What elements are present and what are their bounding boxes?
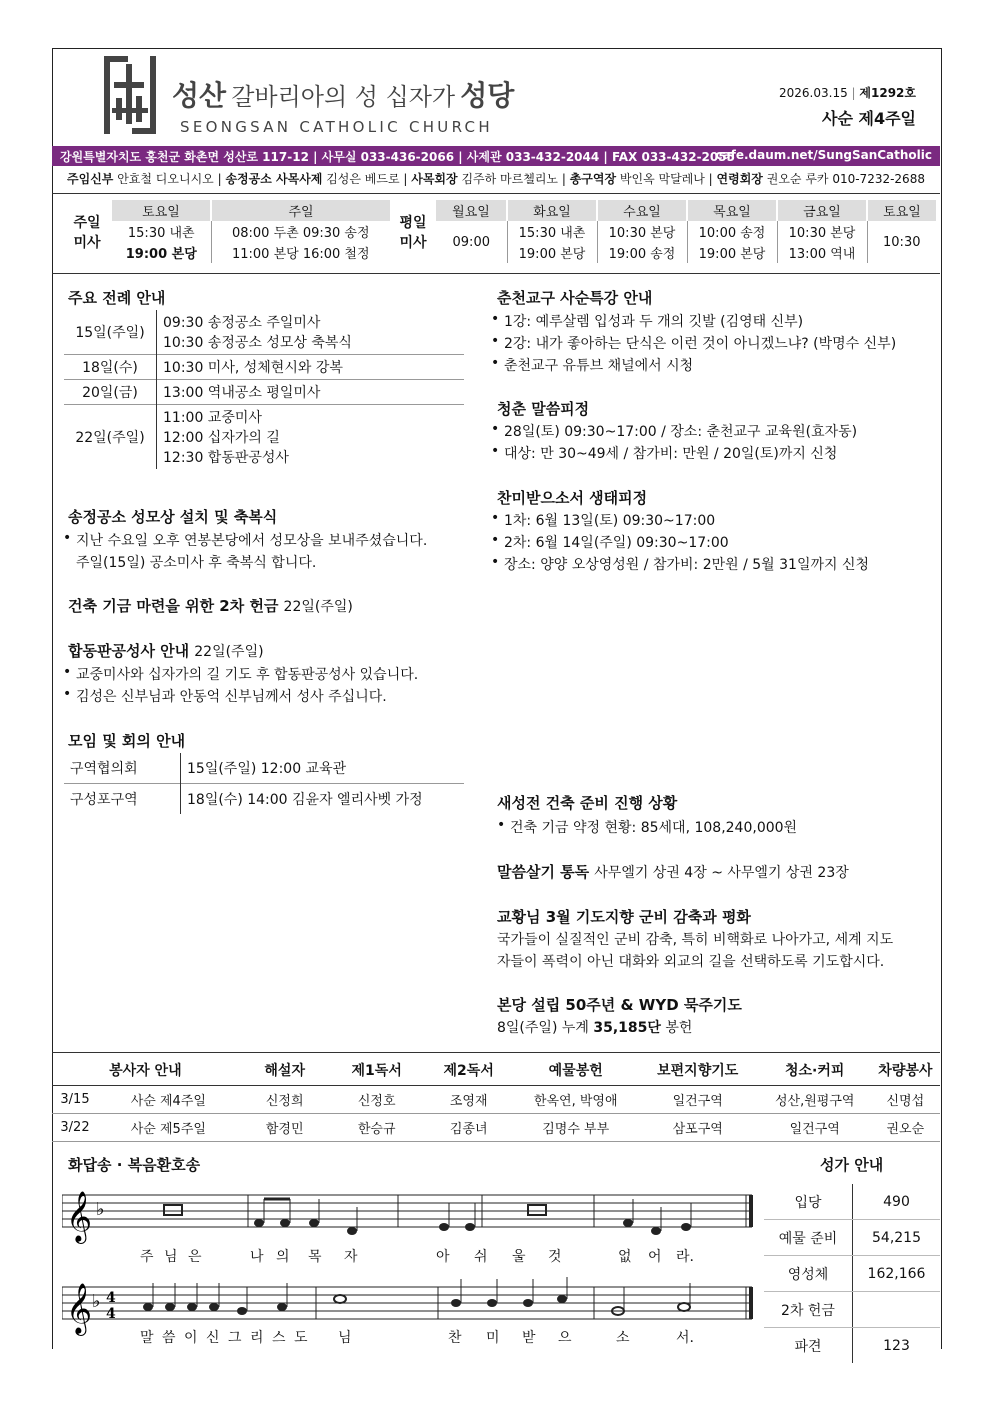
collection-title: 건축 기금 마련을 위한 2차 헌금 <box>68 597 279 615</box>
pope-intention-line1: 국가들이 실질적인 군비 감축, 특히 비핵화로 나아가고, 세계 지도 <box>497 932 894 948</box>
psalm-lyric: 신 <box>206 1330 220 1346</box>
weekday-mass-table <box>436 200 936 263</box>
lent-lecture-item: • 춘천교구 유튜브 채널에서 시청 <box>504 355 693 375</box>
hymns-title: 성가 안내 <box>820 1156 884 1174</box>
psalm-lyric: 의 <box>276 1249 290 1265</box>
pope-intention-header <box>497 906 751 927</box>
liturgy-item: 10:30 미사, 성체현시와 강복 <box>163 360 343 376</box>
psalm-lyric: 찬 <box>448 1330 462 1346</box>
rosary-suffix: 봉헌 <box>665 1020 693 1036</box>
psalm-lyric: 리 <box>250 1330 264 1346</box>
bible-reading <box>497 861 849 882</box>
liturgy-item: 11:00 교중미사 <box>163 410 262 426</box>
psalm-title: 화답송 · 복음환호송 <box>68 1156 201 1174</box>
mass-time: 10:00 송정 <box>687 221 777 242</box>
hymn-label: 파견 <box>764 1328 853 1364</box>
pope-intention-subject: 군비 감축과 평화 <box>639 908 751 926</box>
rosary-prefix: 8일(주일) 누계 <box>497 1020 589 1036</box>
psalm-lyric: 말 <box>140 1330 154 1346</box>
psalm-lyric: 그 <box>228 1330 242 1346</box>
church-subtitle: SEONGSAN CATHOLIC CHURCH <box>180 118 493 136</box>
liturgy-item: 10:30 송정공소 성모상 축복식 <box>163 335 352 351</box>
mass-time: 10:30 <box>883 234 921 250</box>
hymn-number: 123 <box>883 1337 910 1354</box>
divider <box>52 193 940 194</box>
hymn-number: 54,215 <box>853 1220 941 1256</box>
psalm-lyric: 목 <box>308 1249 322 1265</box>
volunteer-cell: 한승규 <box>331 1114 423 1142</box>
staff-role: 총구역장 <box>569 172 617 186</box>
psalm-lyric: 자 <box>344 1249 358 1265</box>
volunteer-cell: 김명수 부부 <box>515 1114 637 1142</box>
volunteer-cell: 일건구역 <box>637 1086 759 1114</box>
music-staff-1 <box>62 1185 762 1245</box>
psalm-lyric: 받 <box>522 1330 536 1346</box>
volunteer-header: 보편지향기도 <box>637 1055 759 1086</box>
psalm-lyric: 울 <box>512 1249 526 1265</box>
staff-role: 주임신부 <box>67 172 114 186</box>
volunteer-cell: 3/22 <box>52 1114 98 1142</box>
ecology-retreat-item: • 1차: 6월 13일(토) 09:30~17:00 <box>504 510 715 530</box>
construction-title: 새성전 건축 준비 진행 상황 <box>497 794 678 812</box>
svg-text:𝄞: 𝄞 <box>66 1283 93 1334</box>
ecology-retreat-item: • 장소: 양양 오상영성원 / 참가비: 2만원 / 5월 31일까지 신청 <box>504 554 869 574</box>
hymn-label: 입당 <box>764 1184 853 1220</box>
volunteer-header: 봉사자 안내 <box>52 1055 239 1086</box>
church-logo-icon <box>104 56 156 134</box>
lent-lecture-item: • 2강: 내가 좋아하는 단식은 이런 것이 아니겠느냐? (박명수 신부) <box>504 333 896 353</box>
youth-retreat-item: • 28일(토) 09:30~17:00 / 장소: 춘천교구 교육원(효자동) <box>504 421 857 441</box>
staff-name: 김성은 베드로 <box>326 172 400 186</box>
bible-reading-text: 사무엘기 상권 4장 ~ 사무엘기 상권 23장 <box>594 865 849 881</box>
lent-lecture-item: • 1강: 예루살렘 입성과 두 개의 깃발 (김영태 신부) <box>504 311 803 331</box>
liturgy-date: 18일(수) <box>64 355 157 380</box>
staff-role: 연령회장 <box>716 172 763 186</box>
psalm-lyric: 씀 <box>162 1330 176 1346</box>
mass-time: 19:00 본당 <box>687 242 777 263</box>
staff-name: 김주하 마르첼리노 <box>461 172 559 186</box>
mass-time: 15:30 내촌 <box>507 221 597 242</box>
confession-header <box>68 640 264 661</box>
volunteer-cell: 신명섭 <box>871 1086 940 1114</box>
psalm-lyric: 도 <box>294 1330 308 1346</box>
meeting-detail: 15일(주일) 12:00 교육관 <box>187 761 347 777</box>
church-title <box>172 74 514 114</box>
mass-time: 19:00 송정 <box>597 242 687 263</box>
volunteer-cell: 조영재 <box>423 1086 515 1114</box>
collection-notice <box>68 595 353 616</box>
volunteer-cell: 사순 제4주일 <box>98 1086 239 1114</box>
pope-intention-line2: 자들이 폭력이 아닌 대화와 외교의 길을 선택하도록 기도합시다. <box>497 954 885 970</box>
rosary-line <box>497 1017 692 1037</box>
staff-name: 권오순 루카 010-7232-2688 <box>766 172 925 186</box>
title-end: 성당 <box>460 79 515 112</box>
day-header: 토요일 <box>112 200 211 221</box>
volunteer-header: 해설자 <box>239 1055 331 1086</box>
confession-date: 22일(주일) <box>194 644 264 660</box>
mass-time: 19:00 본당 <box>507 242 597 263</box>
ecology-retreat-item: • 2차: 6월 14일(주일) 09:30~17:00 <box>504 532 729 552</box>
mass-time: 10:30 본당 <box>777 221 867 242</box>
mass-time: 09:00 <box>436 221 507 263</box>
mass-time: 08:00 두촌 09:30 송정 <box>231 226 370 241</box>
day-header: 화요일 <box>507 200 597 221</box>
volunteer-table <box>52 1055 940 1142</box>
weekday-mass-label: 평일미사 <box>399 215 427 251</box>
svg-text:4: 4 <box>106 1306 116 1322</box>
mass-time: 11:00 본당 16:00 철정 <box>231 247 370 262</box>
cafe-link[interactable]: cafe.daum.net/SungSanCatholic <box>715 148 932 162</box>
day-header: 수요일 <box>597 200 687 221</box>
staff-name: 박인옥 막달레나 <box>619 172 705 186</box>
volunteer-cell: 권오순 <box>871 1114 940 1142</box>
day-header: 토요일 <box>883 205 921 220</box>
volunteer-header: 차량봉사 <box>871 1055 940 1086</box>
hymn-label: 예물 준비 <box>764 1220 853 1256</box>
hymn-label: 2차 헌금 <box>764 1292 853 1328</box>
title-middle: 갈바리아의 성 십자가 <box>231 83 456 111</box>
contact-address: 강원특별자치도 홍천군 화촌면 성산로 117-12 | 사무실 033-436-2066 | 사제관 033-432-2044 | FAX 033-432-2055 <box>60 150 735 164</box>
volunteer-cell: 신정호 <box>331 1086 423 1114</box>
rosary-title: 본당 설립 50주년 & WYD 묵주기도 <box>497 996 742 1014</box>
volunteer-cell: 3/15 <box>52 1086 98 1114</box>
hymn-number: 490 <box>853 1184 941 1220</box>
psalm-lyric: 님 <box>164 1249 178 1265</box>
psalm-lyric: 소 <box>616 1330 630 1346</box>
volunteer-cell: 한옥연, 박영애 <box>515 1086 637 1114</box>
liturgy-date: 22일(주일) <box>64 405 157 470</box>
psalm-lyric: 라. <box>676 1249 694 1265</box>
psalm-lyric: 아 <box>436 1249 450 1265</box>
psalm-lyric: 어 <box>648 1249 662 1265</box>
psalm-lyric: 서. <box>676 1330 694 1346</box>
volunteer-cell: 김종녀 <box>423 1114 515 1142</box>
statue-line1: • 지난 수요일 오후 연봉본당에서 성모상을 보내주셨습니다. <box>76 530 427 550</box>
staff-name: 안효철 디오니시오 <box>117 172 214 186</box>
liturgy-date: 20일(금) <box>64 380 157 405</box>
day-header: 월요일 <box>436 200 507 221</box>
liturgy-date: 15일(주일) <box>64 310 157 355</box>
liturgy-title: 주요 전례 안내 <box>68 289 166 307</box>
meeting-detail: 18일(수) 14:00 김윤자 엘리사벳 가정 <box>187 792 423 808</box>
contact-bar <box>52 146 940 166</box>
ecology-retreat-title: 찬미받으소서 생태피정 <box>497 489 648 507</box>
statue-line2: 주일(15일) 공소미사 후 축복식 합니다. <box>76 555 317 571</box>
meetings-title: 모임 및 회의 안내 <box>68 732 186 750</box>
mass-time: 19:00 본당 <box>112 242 211 263</box>
rosary-count: 35,185단 <box>593 1020 661 1036</box>
psalm-lyric: 나 <box>250 1249 264 1265</box>
lent-lecture-title: 춘천교구 사순특강 안내 <box>497 289 653 307</box>
liturgy-item: 13:00 역내공소 평일미사 <box>163 385 321 401</box>
hymn-label: 영성체 <box>764 1256 853 1292</box>
volunteer-cell: 성산,원평구역 <box>759 1086 871 1114</box>
liturgy-table <box>64 310 464 469</box>
volunteer-cell: 사순 제5주일 <box>98 1114 239 1142</box>
liturgical-week: 사순 제4주일 <box>822 109 916 128</box>
psalm-lyric: 스 <box>272 1330 286 1346</box>
mass-time: 10:30 본당 <box>597 221 687 242</box>
day-header: 주일 <box>288 205 314 220</box>
staff-role: 사목회장 <box>411 172 458 186</box>
issue-number: 제1292호 <box>859 86 916 100</box>
psalm-lyric: 주 <box>140 1249 154 1265</box>
liturgy-item: 12:30 합동판공성사 <box>163 450 289 466</box>
confession-item: • 김성은 신부님과 안동억 신부님께서 성사 주십니다. <box>76 686 387 706</box>
title-seongsan: 성산 <box>172 79 227 112</box>
sunday-mass-label: 주일미사 <box>73 215 101 251</box>
psalm-lyric: 은 <box>188 1249 202 1265</box>
psalm-lyric: 미 <box>486 1330 500 1346</box>
divider <box>52 1052 940 1053</box>
svg-text:4: 4 <box>106 1290 116 1306</box>
meetings-table <box>64 753 464 814</box>
statue-title: 송정공소 성모상 설치 및 축복식 <box>68 508 278 526</box>
pope-intention-title: 교황님 3월 기도지향 <box>497 908 634 926</box>
svg-text:𝄞: 𝄞 <box>66 1191 93 1242</box>
volunteer-header: 제2독서 <box>423 1055 515 1086</box>
sunday-mass-table <box>112 200 390 263</box>
hymn-number <box>853 1292 941 1328</box>
liturgy-item: 09:30 송정공소 주일미사 <box>163 315 321 331</box>
youth-retreat-item: • 대상: 만 30~49세 / 참가비: 만원 / 20일(토)까지 신청 <box>504 443 837 463</box>
volunteer-cell: 일건구역 <box>759 1114 871 1142</box>
hymn-number: 162,166 <box>853 1256 941 1292</box>
psalm-lyric: 없 <box>618 1249 632 1265</box>
volunteer-header: 제1독서 <box>331 1055 423 1086</box>
psalm-lyric: 쉬 <box>474 1249 488 1265</box>
day-header: 목요일 <box>687 200 777 221</box>
psalm-lyric: 으 <box>558 1330 572 1346</box>
collection-date: 22일(주일) <box>283 599 353 615</box>
bible-reading-title: 말씀살기 통독 <box>497 863 590 881</box>
day-header: 금요일 <box>777 200 867 221</box>
meeting-name: 구역협의회 <box>64 753 181 784</box>
issue-line: 2026.03.15 | 제1292호 <box>779 86 916 100</box>
issue-date: 2026.03.15 <box>779 86 848 100</box>
confession-item: • 교중미사와 십자가의 길 기도 후 합동판공성사 있습니다. <box>76 664 418 684</box>
psalm-lyric: 것 <box>548 1249 562 1265</box>
construction-item: • 건축 기금 약정 현황: 85세대, 108,240,000원 <box>510 817 797 837</box>
volunteer-cell: 함경민 <box>239 1114 331 1142</box>
volunteer-header: 예물봉헌 <box>515 1055 637 1086</box>
staff-role: 송정공소 사목사제 <box>225 172 323 186</box>
confession-title: 합동판공성사 안내 <box>68 642 190 660</box>
mass-time: 13:00 역내 <box>777 242 867 263</box>
meeting-name: 구성포구역 <box>64 784 181 815</box>
staff-line: 주임신부 안효철 디오니시오 | 송정공소 사목사제 김성은 베드로 | 사목회장 김주하 마르첼리노 | 총구역장 박인옥 막달레나 | 연령회장 권오순 루카 010-7232-2688 <box>67 172 925 186</box>
volunteer-header: 청소·커피 <box>759 1055 871 1086</box>
psalm-lyric: 님 <box>338 1330 352 1346</box>
youth-retreat-title: 청춘 말씀피정 <box>497 400 590 418</box>
svg-text:♭: ♭ <box>96 1199 105 1220</box>
liturgy-item: 12:00 십자가의 길 <box>163 430 280 446</box>
volunteer-cell: 신정희 <box>239 1086 331 1114</box>
mass-time: 15:30 내촌 <box>112 221 211 242</box>
svg-text:♭: ♭ <box>92 1291 101 1312</box>
hymn-table <box>764 1184 940 1363</box>
divider <box>52 273 940 274</box>
psalm-lyric: 이 <box>184 1330 198 1346</box>
volunteer-cell: 삼포구역 <box>637 1114 759 1142</box>
